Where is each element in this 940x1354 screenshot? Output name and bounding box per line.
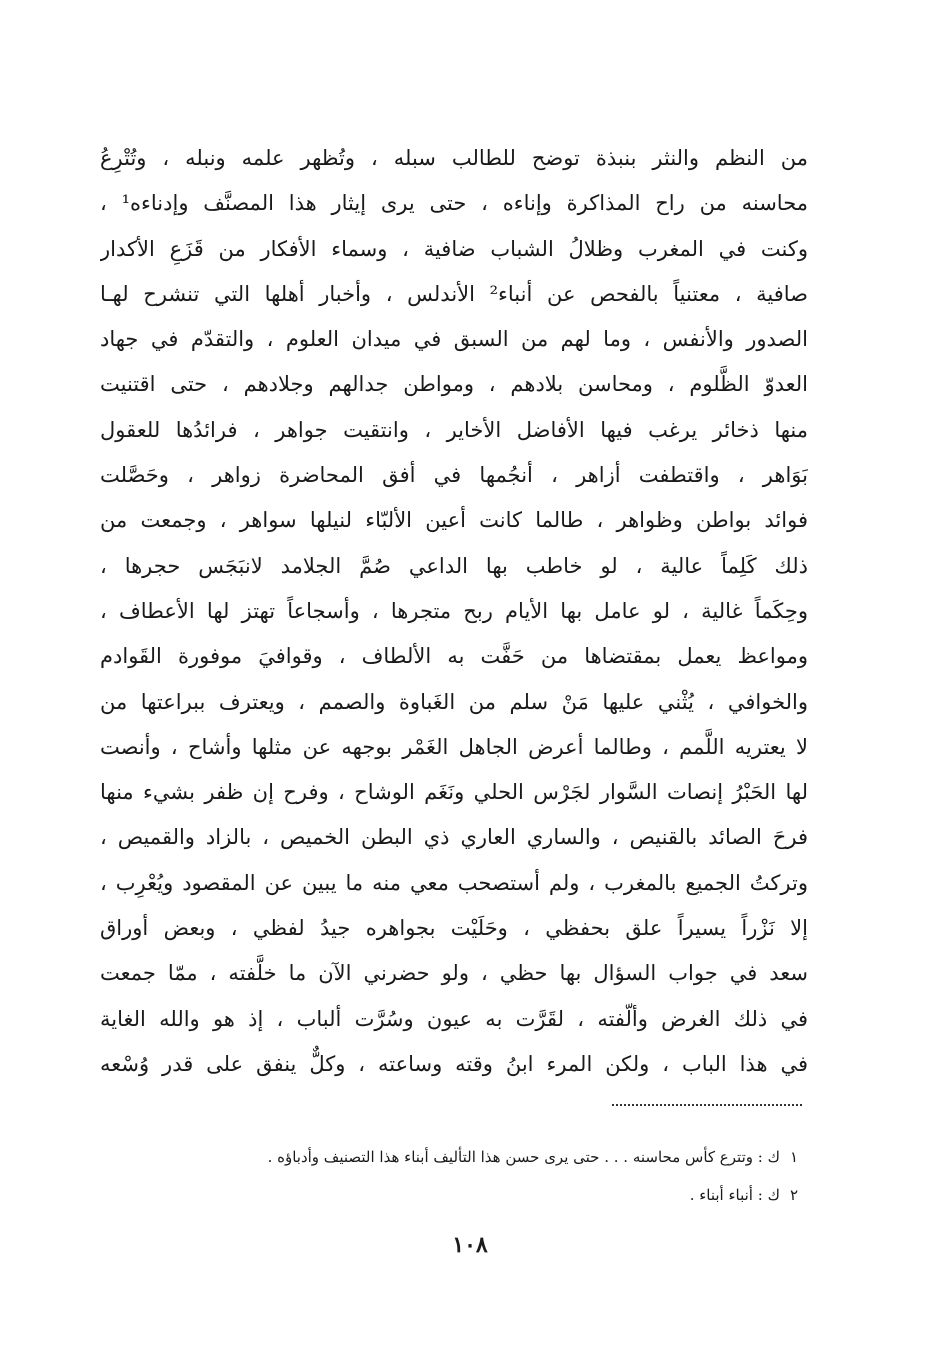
text-line: منها ذخائر يرغب فيها الأفاضل الأخاير ، وانتقيت جواهر ، فرائدُها للعقول	[100, 417, 808, 442]
footnote-number: ٢	[789, 1186, 798, 1204]
text-line: محاسنه من راح المذاكرة وإناءه ، حتى يرى إيثار هذا المصنَّف وإدناءه¹ ،	[100, 191, 808, 216]
text-line: ومواعظ يعمل بمقتضاها من حَفَّت به الألطاف ، وقوافيَ موفورة القَوادم	[100, 644, 808, 669]
footnote-separator	[612, 1104, 802, 1106]
text-line: فرحَ الصائد بالقنيص ، والساري العاري ذي البطن الخميص ، بالزاد والقميص ،	[100, 825, 808, 850]
footnote-number: ١	[789, 1148, 798, 1166]
footnotes	[120, 1138, 798, 1214]
footnote-text: ك : أنباء أبناء .	[689, 1186, 780, 1204]
text-line: في هذا الباب ، ولكن المرء ابنُ وقته وساعته ، وكلٌّ ينفق على قدر وُسْعه	[100, 1051, 808, 1076]
text-line: فوائد بواطن وظواهر ، طالما كانت أعين الألبّاء لنيلها سواهر ، وجمعت من	[100, 508, 808, 533]
text-line: ذلك كَلِماً عالية ، لو خاطب بها الداعي صُمَّ الجلامد لانبَجَس حجرها ،	[100, 553, 808, 578]
text-line: العدوّ الظَّلوم ، ومحاسن بلادهم ، ومواطن جدالهم وجلادهم ، حتى اقتنيت	[100, 372, 808, 397]
text-line: صافية ، معتنياً بالفحص عن أنباء² الأندلس ، وأخبار أهلها التي تنشرح لهـا	[100, 281, 808, 306]
body-text	[100, 136, 808, 1087]
text-line: إلا نَزْراً يسيراً علق بحفظي ، وحَلَيْت بجواهره جيدُ لفظي ، وبعض أوراق	[100, 916, 808, 941]
text-line: وكنت في المغرب وظلالُ الشباب ضافية ، وسماء الأفكار من قَزَعِ الأكدار	[100, 236, 808, 261]
text-line: سعد في جواب السؤال بها حظي ، ولو حضرني الآن ما خلَّفته ، ممّا جمعت	[100, 961, 808, 986]
text-line: والخوافي ، يُثْني عليها مَنْ سلم من الغَباوة والصمم ، ويعترف ببراعتها من	[100, 689, 808, 714]
text-line: لا يعتريه اللَّمم ، وطالما أعرض الجاهل الغَمْر بوجهه عن مثلها وأشاح ، وأنصت	[100, 734, 808, 759]
page-number: ١٠٨	[452, 1232, 488, 1258]
footnote-2	[120, 1176, 798, 1214]
footnote-text: ك : وتترع كأس محاسنه . . . حتى يرى حسن هذا التأليف أبناء هذا التصنيف وأدباؤه .	[267, 1148, 780, 1166]
text-line: وحِكَماً غالية ، لو عامل بها الأيام ربح متجرها ، وأسجاعاً تهتز لها الأعطاف ،	[100, 598, 808, 623]
footnote-1	[120, 1138, 798, 1176]
text-line: بَوَاهر ، واقتطفت أزاهر ، أنجُمها في أفق المحاضرة زواهر ، وحَصَّلت	[100, 463, 808, 488]
text-line: الصدور والأنفس ، وما لهم من السبق في ميدان العلوم ، والتقدّم في جهاد	[100, 327, 808, 352]
text-line: في ذلك الغرض وألّفته ، لقَرَّت به عيون وسُرَّت ألباب ، إذ هو والله الغاية	[100, 1006, 808, 1031]
text-line: من النظم والنثر بنبذة توضح للطالب سبله ، وتُظهر علمه ونبله ، وتُتْرِعُ	[100, 146, 808, 170]
text-line: وتركتُ الجميع بالمغرب ، ولم أستصحب معي منه ما يبين عن المقصود ويُعْرِب ،	[100, 870, 808, 895]
text-line: لها الحَبْرُ إنصات السَّوار لجَرْس الحلي ونَغَم الوشاح ، وفرح إن ظفر بشيء منها	[100, 780, 808, 805]
